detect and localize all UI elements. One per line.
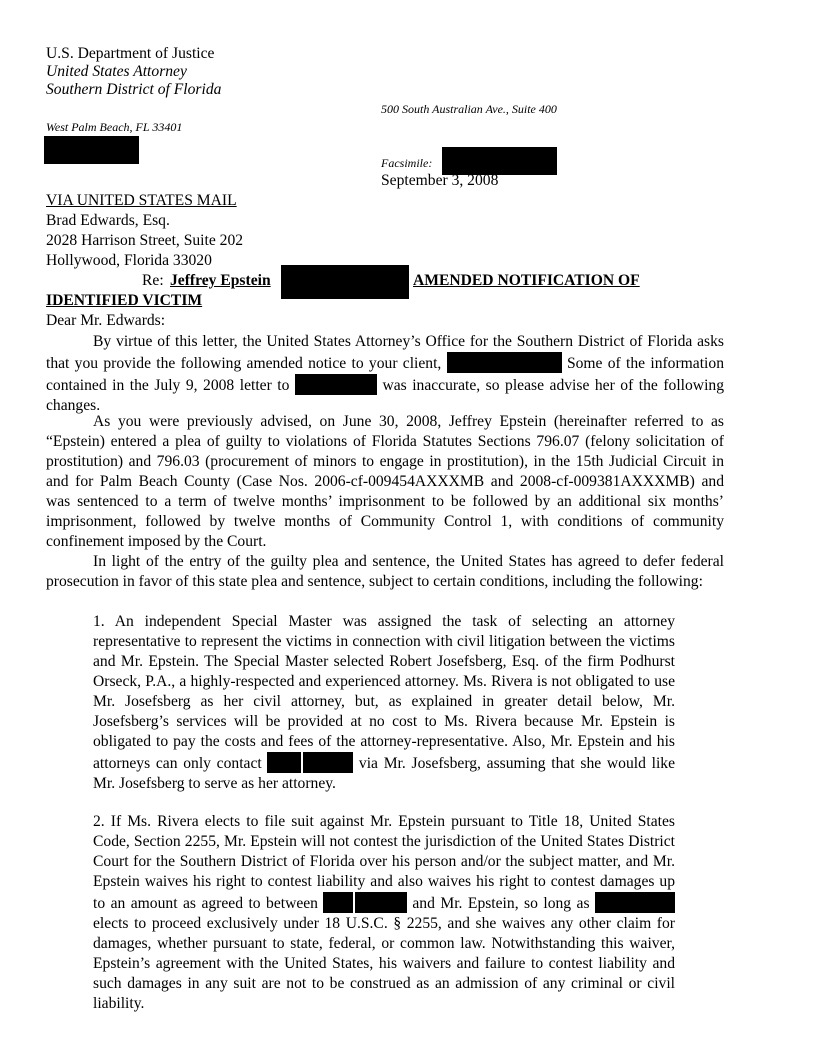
paragraph-1-part-c: was inaccurate, so please advise her of the following changes.	[46, 377, 724, 414]
redaction-block	[303, 752, 353, 773]
paragraph-1-part-b: Some of the information contained in the July 9, 2008 letter to	[46, 355, 724, 394]
addressee-street: 2028 Harrison Street, Suite 202	[46, 232, 244, 249]
addressee-city: Hollywood, Florida 33020	[46, 252, 212, 269]
paragraph-2: As you were previously advised, on June 30, 2008, Jeffrey Epstein (hereinafter referred to as “Epstein) entered a plea of guilty to violations of Florida Statutes Sections 796.07 (felony solicitation of prostitution) and 796.03 (procurement of minors to engage in prostitution), in the 15th Judicial Circuit in and for Palm Beach County (Case Nos. 2006-cf-009454AXXXMB and 2008-cf-009381AXXXMB) and was sentenced to a term of twelve months’ imprisonment to be followed by an additional six months’ imprisonment, followed by twelve months of Community Control 1, with conditions of community confinement imposed by the Court.	[46, 413, 724, 550]
paragraph-3: In light of the entry of the guilty plea and sentence, the United States has agreed to defer federal prosecution in favor of this state plea and sentence, subject to certain conditions, including the following:	[46, 553, 724, 590]
paragraph-1-part-a: By virtue of this letter, the United States Attorney’s Office for the Southern District of Florida asks that you provide the following amended notice to your client,	[46, 333, 724, 372]
redaction-block	[267, 752, 301, 773]
attorney-title: United States Attorney	[46, 63, 187, 80]
re-title-line2: IDENTIFIED VICTIM	[46, 292, 203, 309]
department-name: U.S. Department of Justice	[46, 45, 215, 62]
delivery-method: VIA UNITED STATES MAIL	[46, 192, 237, 209]
redaction-block	[281, 265, 409, 299]
office-city: West Palm Beach, FL 33401	[46, 120, 183, 134]
addressee-name: Brad Edwards, Esq.	[46, 212, 170, 229]
office-address: 500 South Australian Ave., Suite 400	[381, 102, 557, 116]
redaction-block	[323, 892, 353, 913]
re-title-line1: AMENDED NOTIFICATION OF	[413, 272, 640, 289]
re-label: Re:	[142, 272, 164, 289]
redaction-block	[442, 147, 557, 175]
salutation: Dear Mr. Edwards:	[46, 312, 166, 329]
condition-item-2	[93, 812, 675, 1014]
condition-item-2-part-c: elects to proceed exclusively under 18 U.S.C. § 2255, and she waives any other claim for damages, whether pursuant to state, federal, or common law. Notwithstanding this waiver, Epstein’s agreement with the United States, his waivers and failure to contest liability and such damages in any suit are not to be construed as an admission of any criminal or civil liability.	[93, 915, 675, 1012]
condition-item-2-part-a: 2. If Ms. Rivera elects to file suit against Mr. Epstein pursuant to Title 18, United States Code, Section 2255, Mr. Epstein will not contest the jurisdiction of the United States District Court for the Southern District of Florida over his person and/or the subject matter, and Mr. Epstein waives his right to contest liability and also waives his right to contest damages up to an amount as agreed to between	[93, 813, 675, 912]
redaction-block	[355, 892, 407, 913]
redaction-block	[595, 892, 675, 913]
facsimile-label: Facsimile:	[381, 156, 433, 170]
paragraph-1	[46, 332, 724, 416]
condition-item-1	[93, 612, 675, 794]
letter-date: September 3, 2008	[381, 172, 499, 189]
redaction-block	[44, 136, 139, 164]
district-name: Southern District of Florida	[46, 81, 222, 98]
redaction-block	[447, 352, 562, 373]
condition-item-2-part-b: and Mr. Epstein, so long as	[412, 895, 590, 912]
re-subject-name: Jeffrey Epstein	[170, 272, 271, 289]
redaction-block	[295, 374, 377, 395]
condition-item-1-part-a: 1. An independent Special Master was assigned the task of selecting an attorney representative to represent the victims in connection with civil litigation between the victims and Mr. Epstein. The Special Master selected Robert Josefsberg, Esq. of the firm Podhurst Orseck, P.A., a highly-respected and experienced attorney. Ms. Rivera is not obligated to use Mr. Josefsberg as her civil attorney, but, as explained in greater detail below, Mr. Josefsberg’s services will be provided at no cost to Ms. Rivera because Mr. Epstein is obligated to pay the costs and fees of the attorney-representative. Also, Mr. Epstein and his attorneys can only contact	[93, 613, 675, 772]
condition-item-1-part-b: via Mr. Josefsberg, assuming that she would like Mr. Josefsberg to serve as her attorney.	[93, 755, 676, 792]
